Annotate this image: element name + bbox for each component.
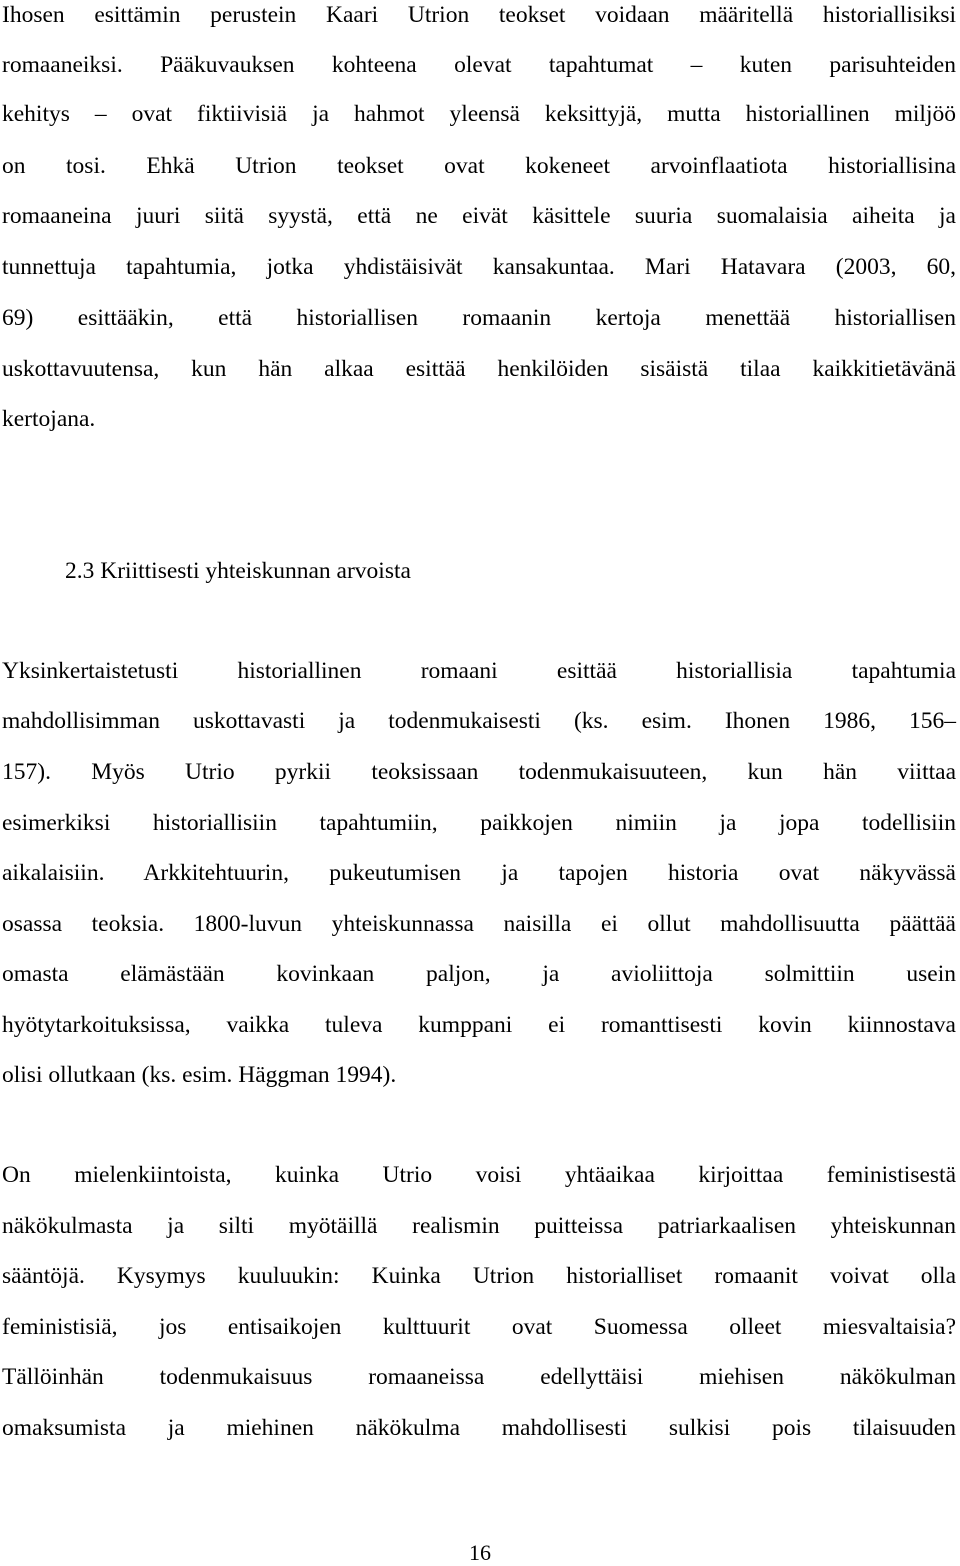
text-line: osassa teoksia. 1800-luvun yhteiskunnassa naisilla ei ollut mahdollisuutta päättää [2,911,956,937]
text-line: Yksinkertaistetusti historiallinen romaani esittää historiallisia tapahtumia [2,658,956,684]
text-line: uskottavuutensa, kun hän alkaa esittää henkilöiden sisäistä tilaa kaikkitietävänä [2,356,956,382]
text-line: On mielenkiintoista, kuinka Utrio voisi yhtäaikaa kirjoittaa feministisestä [2,1162,956,1188]
text-line: Tällöinhän todenmukaisuus romaaneissa edellyttäisi miehisen näkökulman [2,1364,956,1390]
text-line: mahdollisimman uskottavasti ja todenmukaisesti (ks. esim. Ihonen 1986, 156– [2,708,956,734]
text-line: kertojana. [2,406,96,432]
text-line: omasta elämästään kovinkaan paljon, ja avioliittoja solmittiin usein [2,961,956,987]
text-line: esimerkiksi historiallisiin tapahtumiin, paikkojen nimiin ja jopa todellisiin [2,810,956,836]
text-line: Ihosen esittämin perustein Kaari Utrion teokset voidaan määritellä historiallisiksi [2,2,956,28]
text-line: romaaneiksi. Pääkuvauksen kohteena olevat tapahtumat – kuten parisuhteiden [2,52,956,78]
text-line: aikalaisiin. Arkkitehtuurin, pukeutumisen ja tapojen historia ovat näkyvässä [2,860,956,886]
text-line: 157). Myös Utrio pyrkii teoksissaan todenmukaisuuteen, kun hän viittaa [2,759,956,785]
text-line: näkökulmasta ja silti myötäillä realismin puitteissa patriarkaalisen yhteiskunnan [2,1213,956,1239]
text-line: sääntöjä. Kysymys kuuluukin: Kuinka Utrion historialliset romaanit voivat olla [2,1263,956,1289]
section-heading: 2.3 Kriittisesti yhteiskunnan arvoista [65,558,411,584]
text-line: romaaneina juuri siitä syystä, että ne eivät käsittele suuria suomalaisia aiheita ja [2,203,956,229]
page-number: 16 [469,1540,491,1565]
text-line: 69) esittääkin, että historiallisen romaanin kertoja menettää historiallisen [2,305,956,331]
text-line: omaksumista ja miehinen näkökulma mahdollisesti sulkisi pois tilaisuuden [2,1415,956,1441]
text-line: kehitys – ovat fiktiivisiä ja hahmot yleensä keksittyjä, mutta historiallinen miljöö [2,101,956,127]
text-line: olisi ollutkaan (ks. esim. Häggman 1994). [2,1062,397,1088]
text-line: tunnettuja tapahtumia, jotka yhdistäisivät kansakuntaa. Mari Hatavara (2003, 60, [2,254,956,280]
text-line: feministisiä, jos entisaikojen kulttuurit ovat Suomessa olleet miesvaltaisia? [2,1314,956,1340]
text-line: hyötytarkoituksissa, vaikka tuleva kumppani ei romanttisesti kovin kiinnostava [2,1012,956,1038]
text-line: on tosi. Ehkä Utrion teokset ovat kokeneet arvoinflaatiota historiallisina [2,153,956,179]
